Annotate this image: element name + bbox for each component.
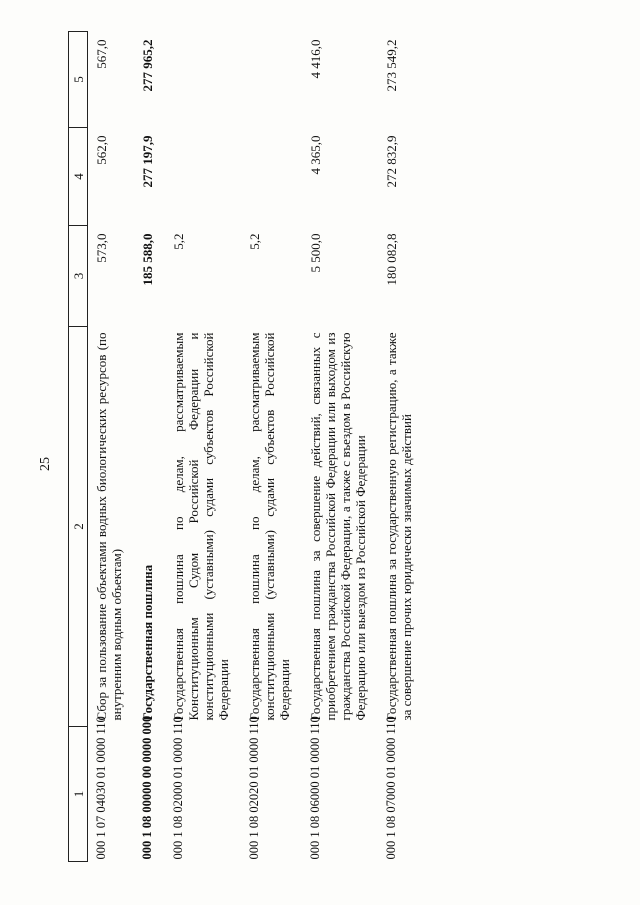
table-row	[134, 32, 165, 862]
table-row	[88, 32, 135, 862]
revenue-table	[68, 31, 424, 862]
row-name: Государственная пошлина за государственную регистрацию, а также за совершение прочих юридически значимых действий	[384, 332, 414, 721]
row-code: 000 1 08 06000 01 0000 110	[308, 716, 322, 860]
row-value-col4	[241, 128, 302, 226]
row-value-col4	[165, 128, 241, 226]
row-value-col3: 5 500,0	[308, 233, 323, 273]
header-col-2: 2	[69, 327, 88, 727]
row-value-col5	[241, 32, 302, 128]
row-value-col5: 273 549,2	[384, 39, 399, 92]
row-value-col4: 277 197,9	[140, 135, 155, 188]
row-value-col4: 562,0	[94, 135, 109, 165]
row-value-col5: 277 965,2	[140, 39, 155, 92]
row-value-col4: 4 365,0	[308, 135, 323, 175]
row-code: 000 1 08 00000 00 0000 000	[140, 715, 154, 860]
row-value-col4: 272 832,9	[384, 135, 399, 188]
row-value-col3: 180 082,8	[384, 233, 399, 286]
row-code: 000 1 07 04030 01 0000 110	[94, 716, 108, 860]
row-name: Государственная пошлина	[140, 564, 155, 721]
table-row	[165, 32, 241, 862]
table-row	[241, 32, 302, 862]
row-value-col5	[165, 32, 241, 128]
header-col-1: 1	[69, 727, 88, 862]
row-value-col3: 573,0	[94, 233, 109, 263]
row-code: 000 1 08 02020 01 0000 110	[247, 716, 261, 860]
row-value-col3: 5,2	[171, 233, 186, 250]
row-name: Государственная пошлина за совершение действий, связанных с приобретением гражданства Российской Федерации или выходом из гражданства Российской Федерации, а также с въездом в Российскую Федерацию или выездом из Российской Федерации	[308, 332, 368, 721]
header-col-3: 3	[69, 226, 88, 327]
row-value-col3: 185 588,0	[140, 233, 155, 286]
page-number: 25	[38, 457, 53, 471]
rotated-table-wrapper	[68, 32, 593, 862]
row-value-col5: 4 416,0	[308, 39, 323, 79]
row-name: Государственная пошлина по делам, рассматриваемым Конституционным Судом Российской Федерации и конституционными (уставными) судами субъектов Российской Федерации	[171, 332, 231, 721]
table-row	[378, 32, 424, 862]
table-row	[302, 32, 378, 862]
row-name: Сбор за пользование объектами водных биологических ресурсов (по внутренним водным объектам)	[94, 332, 124, 721]
row-value-col3: 5,2	[247, 233, 262, 250]
header-row	[69, 32, 88, 862]
row-name: Государственная пошлина по делам, рассматриваемым конституционными (уставными) судами субъектов Российской Федерации	[247, 332, 292, 721]
row-code: 000 1 08 07000 01 0000 110	[384, 716, 398, 860]
row-value-col5: 567,0	[94, 39, 109, 69]
row-code: 000 1 08 02000 01 0000 110	[171, 716, 185, 860]
header-col-5: 5	[69, 32, 88, 128]
header-col-4: 4	[69, 128, 88, 226]
